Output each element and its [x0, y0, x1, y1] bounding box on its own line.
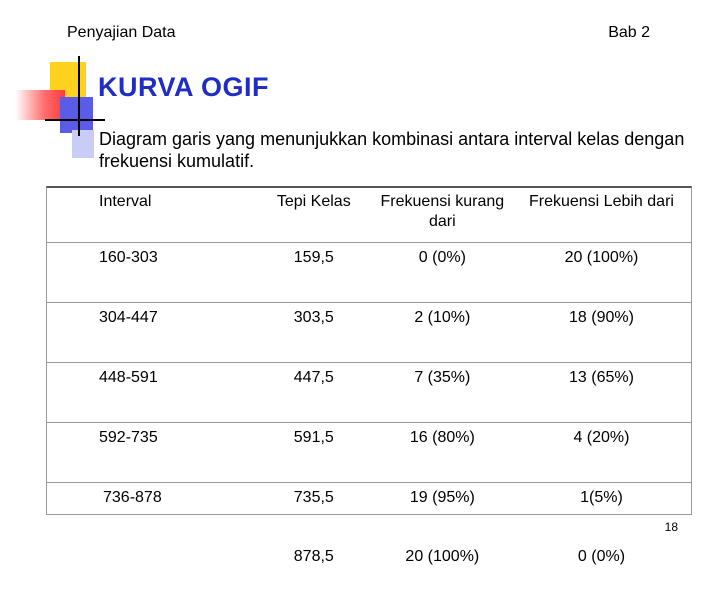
cell-frekuensi-kurang: 0 (0%) — [373, 243, 512, 303]
table-row — [47, 363, 691, 423]
cell-interval — [47, 542, 255, 601]
decor-vertical-line — [78, 56, 80, 136]
cell-interval: 736-878 — [103, 489, 162, 506]
cell-tepi-kelas: 447,5 — [255, 363, 373, 423]
cell-interval: 160-303 — [47, 243, 255, 303]
cell-tepi-kelas: 591,5 — [255, 423, 373, 483]
cell-frekuensi-lebih: 20 (100%) — [512, 243, 691, 303]
cell-tepi-kelas: 735,5 — [293, 489, 334, 506]
cell-frekuensi-kurang: 16 (80%) — [373, 423, 512, 483]
ogive-table — [46, 186, 692, 565]
cell-interval: 304-447 — [47, 303, 255, 363]
table-row — [47, 303, 691, 363]
decor-lightblue-square — [72, 130, 94, 158]
cell-tepi-kelas: 878,5 — [293, 548, 334, 565]
table-row — [47, 542, 691, 601]
decor-red-square — [15, 90, 65, 120]
cell-frekuensi-lebih: 4 (20%) — [512, 423, 691, 483]
table-row — [47, 423, 691, 483]
cell-frekuensi-kurang: 2 (10%) — [373, 303, 512, 363]
table-row — [47, 483, 691, 543]
header-frekuensi-lebih: Frekuensi Lebih dari — [512, 188, 691, 243]
header-frekuensi-kurang: Frekuensi kurang dari — [373, 188, 512, 243]
cell-frekuensi-lebih: 1(5%) — [580, 489, 623, 506]
cell-frekuensi-kurang: 7 (35%) — [373, 363, 512, 423]
header-interval: Interval — [47, 188, 255, 243]
cell-interval: 592-735 — [47, 423, 255, 483]
header-left: Penyajian Data — [67, 24, 176, 41]
cell-frekuensi-lebih: 13 (65%) — [512, 363, 691, 423]
cell-frekuensi-kurang: 20 (100%) — [405, 548, 480, 565]
page-number: 18 — [664, 520, 678, 534]
slide-description: Diagram garis yang menunjukkan kombinasi antara interval kelas dengan frekuensi kumulatif. — [99, 129, 685, 171]
cell-frekuensi-lebih: 0 (0%) — [577, 548, 626, 565]
cell-frekuensi-kurang: 19 (95%) — [409, 489, 475, 506]
decor-blue-square — [60, 97, 93, 133]
cell-tepi-kelas: 159,5 — [255, 243, 373, 303]
table-header-row — [47, 188, 691, 243]
table-row — [47, 243, 691, 303]
decor-horizontal-line — [45, 119, 105, 121]
header-tepi-kelas: Tepi Kelas — [255, 188, 373, 243]
cell-interval: 448-591 — [47, 363, 255, 423]
header-right: Bab 2 — [608, 24, 650, 41]
cell-frekuensi-lebih: 18 (90%) — [512, 303, 691, 363]
slide-title: KURVA OGIF — [98, 72, 270, 102]
cell-tepi-kelas: 303,5 — [255, 303, 373, 363]
